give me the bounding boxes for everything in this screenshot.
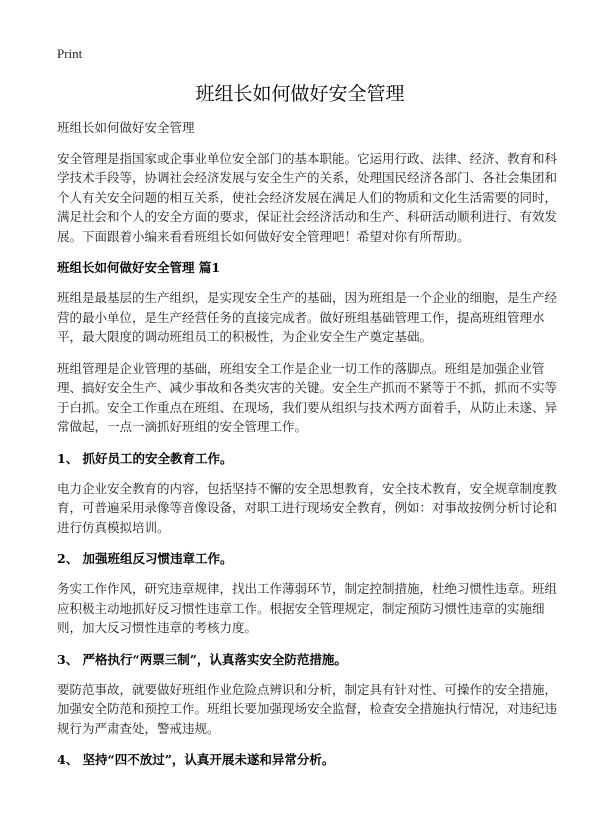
paragraph-2: 班组管理是企业管理的基础，班组安全工作是企业一切工作的落脚点。班组是加强企业管理、搞好安全生产、减少事故和各类灾害的关键。安全生产抓而不紧等于不抓，抓而不实等于白抓。安全工作重点在班组、在现场，我们要从组织与技术两方面着手，从防止未遂、异常做起，一点一滴抓好班组的安全管理工作。 [57, 360, 558, 434]
item-body-2: 务实工作作风，研究违章规律，找出工作薄弱环节，制定控制措施，杜绝习惯性违章。班组应积极主动地抓好反习惯性违章工作。根据安全管理规定，制定预防习惯性违章的实施细则，加大反习惯性违章的考核力度。 [57, 581, 558, 635]
item-heading-2: 2、 加强班组反习惯违章工作。 [57, 551, 233, 566]
section-heading: 班组长如何做好安全管理 篇1 [57, 260, 221, 275]
item-heading-4: 4、 坚持“四不放过”，认真开展未遂和异常分析。 [57, 752, 335, 767]
print-link[interactable]: Print [57, 46, 83, 61]
page-title: 班组长如何做好安全管理 [195, 83, 405, 105]
item-heading-3: 3、 严格执行“两票三制”，认真落实安全防范措施。 [57, 651, 347, 667]
item-body-1: 电力企业安全教育的内容，包括坚持不懈的安全思想教育，安全技术教育，安全规章制度教育，可普遍采用录像等音像设备，对职工进行现场安全教育，例如：对事故按例分析讨论和进行仿真模拟培训。 [57, 480, 558, 535]
article-body [57, 118, 557, 780]
item-heading-1: 1、 抓好员工的安全教育工作。 [57, 450, 233, 466]
paragraph-1: 班组是最基层的生产组织，是实现安全生产的基础，因为班组是一个企业的细胞，是生产经营的最小单位，是生产经营任务的直接完成者。做好班组基础管理工作，提高班组管理水平，最大限度的调动班组员工的积极性，为企业安全生产奠定基础。 [57, 290, 558, 344]
article-subtitle: 班组长如何做好安全管理 [57, 120, 195, 135]
item-body-3: 要防范事故，就要做好班组作业危险点辨识和分析，制定具有针对性、可操作的安全措施，加强安全防范和预控工作。班组长要加强现场安全监督，检查安全措施执行情况，对违纪违规行为严肃查处，警戒违规。 [57, 681, 558, 736]
intro-paragraph: 安全管理是指国家或企事业单位安全部门的基本职能。它运用行政、法律、经济、教育和科学技术手段等，协调社会经济发展与安全生产的关系，处理国民经济各部门、各社会集团和个人有关安全问题的相互关系，使社会经济发展在满足人们的物质和文化生活需要的同时，满足社会和个人的安全方面的要求，保证社会经济活动和生产、科研活动顺利进行、有效发展。下面跟着小编来看看班组长如何做好安全管理吧！希望对你有所帮助。 [57, 150, 558, 244]
